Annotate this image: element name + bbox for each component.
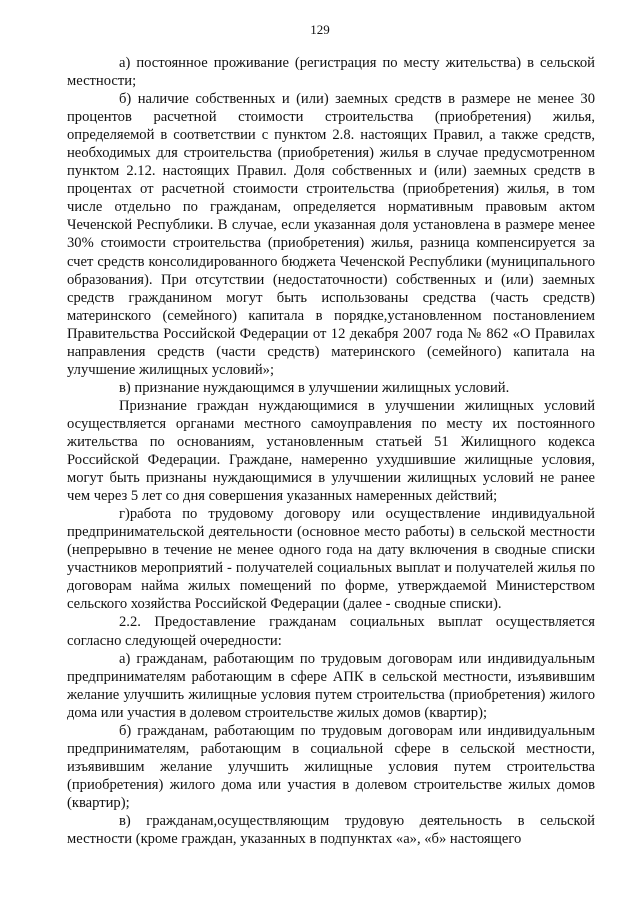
paragraph-v-need-recognition: в) признание нуждающимся в улучшении жилищных условий. bbox=[119, 379, 510, 396]
paragraph-priority-a: а) гражданам, работающим по трудовым договорам или индивидуальным предпринимателям работающим в сфере АПК в сельской местности, изъявившим желание улучшить жилищные условия путем строительства (приобретения) жилого дома или участия в долевом строительстве жилых домов (квартир); bbox=[67, 650, 595, 721]
paragraph-2-2-priority: 2.2. Предоставление гражданам социальных выплат осуществляется согласно следующей очередности: bbox=[67, 614, 595, 649]
document-body bbox=[67, 54, 595, 848]
paragraph-priority-v: в) гражданам,осуществляющим трудовую деятельность в сельской местности (кроме граждан, указанных в подпунктах «а», «б» настоящего bbox=[67, 812, 595, 848]
paragraph-recognition-procedure: Признание граждан нуждающимися в улучшении жилищных условий осуществляется органами местного самоуправления по месту их постоянного жительства по основаниям, установленным статьей 51 Жилищного кодекса Российской Федерации. Граждане, намеренно ухудшившие жилищные условия, могут быть признаны нуждающимися в улучшении жилищных условий не ранее чем через 5 лет со дня совершения указанных намеренных действий; bbox=[67, 397, 595, 505]
paragraph-g-employment: г)работа по трудовому договору или осуществление индивидуальной предпринимательской деятельности (основное место работы) в сельской местности (непрерывно в течение не менее одного года на дату включения в сводные списки участников мероприятий - получателей социальных выплат и получателей жилья по договорам найма жилых помещений по форме, утверждаемой Министерством сельского хозяйства Российской Федерации (далее - сводные списки). bbox=[67, 506, 595, 613]
page-number: 129 bbox=[310, 22, 330, 37]
paragraph-a-residence: а) постоянное проживание (регистрация по месту жительства) в сельской местности; bbox=[67, 55, 595, 90]
paragraph-b-funds: б) наличие собственных и (или) заемных средств в размере не менее 30 процентов расчетной стоимости строительства (приобретения) жилья, определяемой в соответствии с пунктом 2.8. настоящих Правил, а также средств, необходимых для строительства (приобретения) жилья в случае предусмотренном пунктом 2.12. настоящих Правил. Доля собственных и (или) заемных средств в процентах от расчетной стоимости строительства (приобретения) жилья, в том числе отдельно по гражданам, определяется нормативным правовым актом Чеченской Республики. В случае, если указанная доля установлена в размере менее 30% стоимости строительства (приобретения) жилья, разница компенсируется за счет средств консолидированного бюджета Чеченской Республики (муниципального образования). При отсутствии (недостаточности) собственных и (или) заемных средств гражданином могут быть использованы средства (часть средств) материнского (семейного) капитала в порядке,установленном постановлением Правительства Российской Федерации от 12 декабря 2007 года № 862 «О Правилах направления средств (части средств) материнского (семейного) капитала на улучшение жилищных условий»; bbox=[67, 91, 595, 378]
paragraph-priority-b: б) гражданам, работающим по трудовым договорам или индивидуальным предпринимателям, работающим в социальной сфере в сельской местности, изъявившим желание улучшить жилищные условия путем строительства (приобретения) жилого дома или участия в долевом строительстве жилых домов (квартир); bbox=[67, 722, 595, 811]
